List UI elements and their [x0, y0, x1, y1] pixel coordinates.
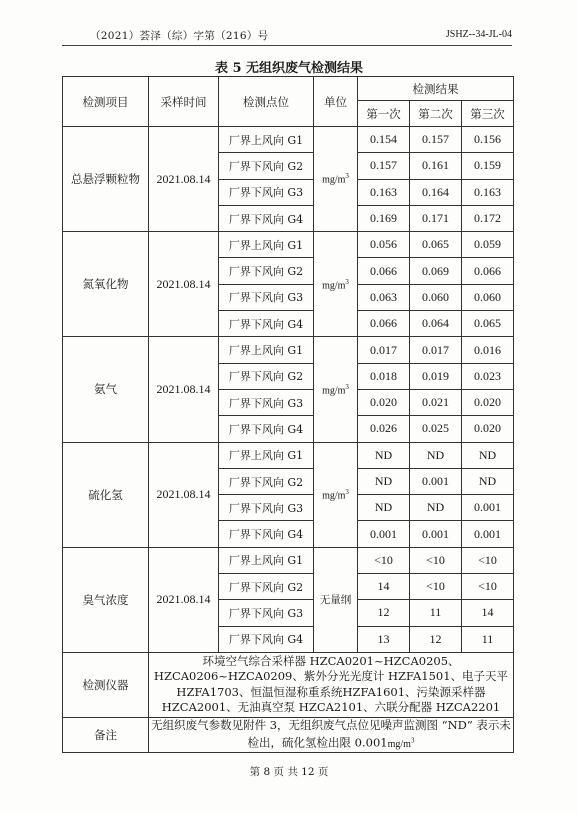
unit-text: 无量纲: [319, 594, 352, 607]
result-cell: 0.021: [410, 389, 462, 415]
point-cell: 厂界下风向 G3: [219, 179, 314, 205]
point-cell: 厂界下风向 G2: [219, 363, 314, 389]
col-header-item: 检测项目: [63, 77, 149, 127]
result-cell: ND: [358, 468, 410, 494]
result-cell: 0.172: [462, 205, 514, 231]
result-cell: 0.017: [410, 337, 462, 363]
instruments-label: 检测仪器: [63, 652, 149, 717]
result-cell: 0.063: [358, 284, 410, 310]
table-row: [63, 127, 514, 153]
result-cell: 12: [358, 600, 410, 626]
unit-cell: [314, 127, 358, 232]
result-cell: 13: [358, 626, 410, 652]
results-table: [62, 76, 514, 753]
point-cell: 厂界下风向 G4: [219, 205, 314, 231]
table-row: [63, 442, 514, 468]
result-cell: 0.059: [462, 232, 514, 258]
point-cell: 厂界下风向 G3: [219, 495, 314, 521]
result-cell: 12: [410, 626, 462, 652]
result-cell: 0.001: [462, 521, 514, 547]
page-footer: 第 8 页 共 12 页: [249, 766, 329, 778]
point-cell: 厂界下风向 G3: [219, 284, 314, 310]
table-title: 表 5 无组织废气检测结果: [214, 61, 364, 76]
instruments-row: [63, 652, 514, 717]
result-cell: 0.018: [358, 363, 410, 389]
point-cell: 厂界下风向 G4: [219, 521, 314, 547]
unit-cell: [314, 232, 358, 337]
result-cell: 11: [410, 600, 462, 626]
remarks-cell: [149, 717, 514, 752]
result-cell: 0.066: [462, 258, 514, 284]
result-cell: 0.060: [462, 284, 514, 310]
date-cell: 2021.08.14: [149, 232, 219, 337]
point-cell: 厂界下风向 G3: [219, 600, 314, 626]
remarks-unit: $mg/m^3$: [387, 736, 415, 750]
result-cell: 14: [358, 574, 410, 600]
result-cell: 0.159: [462, 153, 514, 179]
form-code: JSHZ--34-JL-04: [445, 29, 512, 40]
point-cell: 厂界下风向 G4: [219, 626, 314, 652]
result-cell: <10: [410, 547, 462, 573]
result-cell: 0.020: [358, 389, 410, 415]
result-cell: 0.016: [462, 337, 514, 363]
result-cell: 14: [462, 600, 514, 626]
point-cell: 厂界下风向 G2: [219, 258, 314, 284]
result-cell: 0.157: [410, 127, 462, 153]
table-row: [63, 232, 514, 258]
result-cell: ND: [462, 468, 514, 494]
date-cell: 2021.08.14: [149, 127, 219, 232]
result-cell: 0.171: [410, 205, 462, 231]
header-row: [63, 77, 514, 101]
result-cell: 0.163: [462, 179, 514, 205]
table-row: [63, 337, 514, 363]
point-cell: 厂界上风向 G1: [219, 337, 314, 363]
unit-text: mg/m: [322, 279, 346, 291]
point-cell: 厂界下风向 G2: [219, 153, 314, 179]
point-cell: 厂界下风向 G4: [219, 311, 314, 337]
item-cell: 氮氧化物: [63, 232, 149, 337]
result-cell: 0.066: [358, 258, 410, 284]
result-cell: 0.066: [358, 311, 410, 337]
table-row: [63, 547, 514, 573]
result-cell: 0.156: [462, 127, 514, 153]
unit-superscript: 3: [345, 172, 349, 181]
unit-cell: [314, 547, 358, 652]
result-cell: <10: [462, 574, 514, 600]
unit-cell: [314, 337, 358, 442]
result-cell: ND: [410, 442, 462, 468]
result-cell: ND: [462, 442, 514, 468]
result-cell: 0.065: [410, 232, 462, 258]
document-number: （2021）荟泽（综）字第（216）号: [90, 30, 269, 42]
point-cell: 厂界上风向 G1: [219, 442, 314, 468]
col-header-second: 第二次: [410, 101, 462, 127]
result-cell: 0.020: [462, 416, 514, 442]
col-header-results: 检测结果: [358, 77, 514, 101]
result-cell: 0.001: [410, 521, 462, 547]
result-cell: 0.020: [462, 389, 514, 415]
result-cell: 0.001: [462, 495, 514, 521]
instruments-text: 环境空气综合采样器 HZCA0201~HZCA0205、HZCA0206~HZCA0209、紫外分光光度计 HZFA1501、电子天平 HZFA1703、恒温恒湿称重系统HZFA1601、污染源采样器 HZCA2001、无油真空泵 HZCA2101、六联分配器 HZCA2201: [149, 652, 514, 717]
point-cell: 厂界上风向 G1: [219, 232, 314, 258]
point-cell: 厂界下风向 G2: [219, 574, 314, 600]
date-cell: 2021.08.14: [149, 442, 219, 547]
col-header-date: 采样时间: [149, 77, 219, 127]
unit-superscript: 3: [345, 382, 349, 391]
result-cell: 0.065: [462, 311, 514, 337]
result-cell: 0.025: [410, 416, 462, 442]
date-cell: 2021.08.14: [149, 337, 219, 442]
result-cell: 0.026: [358, 416, 410, 442]
remarks-row: [63, 717, 514, 752]
result-cell: 0.163: [358, 179, 410, 205]
remarks-text: 无组织废气参数见附件 3，无组织废气点位见噪声监测图 “ND” 表示未检出，硫化氢检出限 0.001: [151, 717, 511, 750]
col-header-point: 检测点位: [219, 77, 314, 127]
result-cell: ND: [410, 495, 462, 521]
result-cell: <10: [358, 547, 410, 573]
item-cell: 臭气浓度: [63, 547, 149, 652]
result-cell: 0.064: [410, 311, 462, 337]
remarks-label: 备注: [63, 717, 149, 752]
result-cell: 0.019: [410, 363, 462, 389]
result-cell: ND: [358, 442, 410, 468]
result-cell: 0.060: [410, 284, 462, 310]
result-cell: 0.023: [462, 363, 514, 389]
date-cell: 2021.08.14: [149, 547, 219, 652]
unit-text: mg/m: [322, 385, 346, 397]
col-header-third: 第三次: [462, 101, 514, 127]
result-cell: 0.001: [358, 521, 410, 547]
result-cell: 0.154: [358, 127, 410, 153]
unit-superscript: 3: [345, 487, 349, 496]
result-cell: 0.157: [358, 153, 410, 179]
point-cell: 厂界上风向 G1: [219, 547, 314, 573]
result-cell: <10: [462, 547, 514, 573]
result-cell: 0.069: [410, 258, 462, 284]
unit-cell: [314, 442, 358, 547]
result-cell: 0.056: [358, 232, 410, 258]
item-cell: 总悬浮颗粒物: [63, 127, 149, 232]
point-cell: 厂界下风向 G4: [219, 416, 314, 442]
result-cell: ND: [358, 495, 410, 521]
item-cell: 氨气: [63, 337, 149, 442]
point-cell: 厂界下风向 G2: [219, 468, 314, 494]
result-cell: 0.017: [358, 337, 410, 363]
header-rule: [62, 45, 512, 46]
item-cell: 硫化氢: [63, 442, 149, 547]
unit-superscript: 3: [345, 277, 349, 286]
result-cell: <10: [410, 574, 462, 600]
result-cell: 11: [462, 626, 514, 652]
col-header-unit: 单位: [314, 77, 358, 127]
col-header-first: 第一次: [358, 101, 410, 127]
point-cell: 厂界下风向 G3: [219, 389, 314, 415]
result-cell: 0.164: [410, 179, 462, 205]
result-cell: 0.001: [410, 468, 462, 494]
result-cell: 0.161: [410, 153, 462, 179]
unit-text: mg/m: [322, 174, 346, 186]
unit-text: mg/m: [322, 490, 346, 502]
point-cell: 厂界上风向 G1: [219, 127, 314, 153]
result-cell: 0.169: [358, 205, 410, 231]
